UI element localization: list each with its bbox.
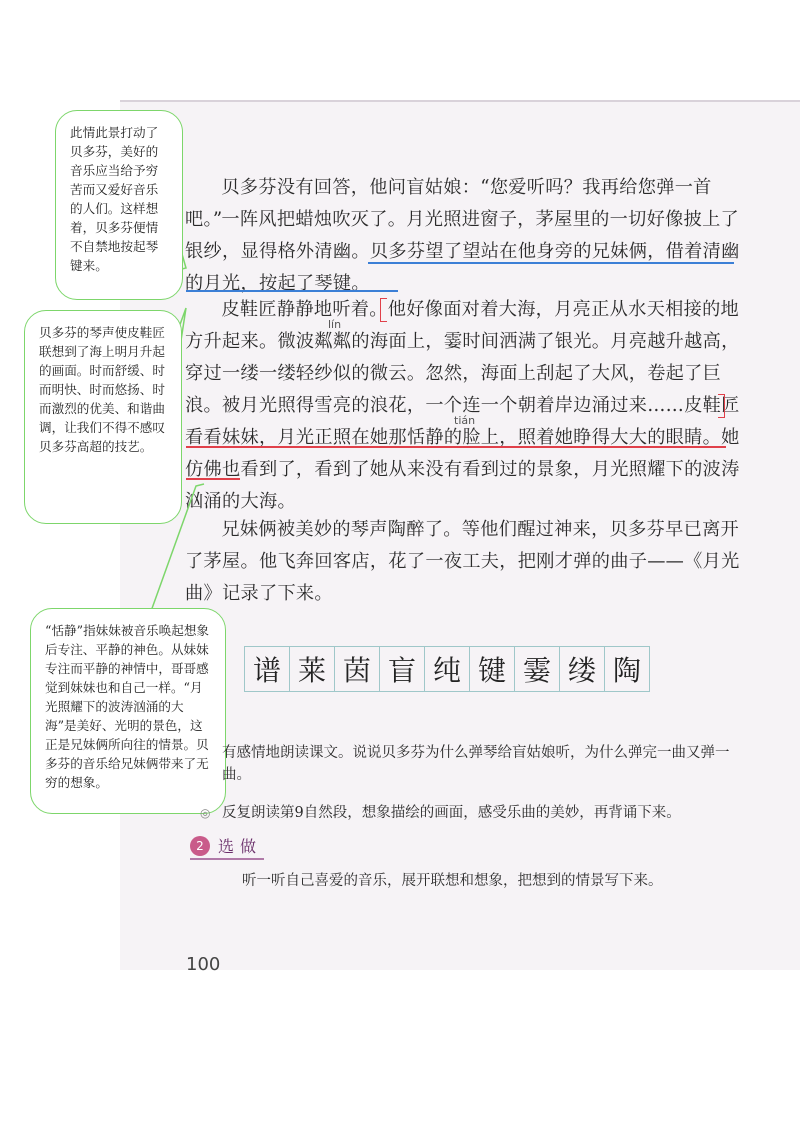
annotation-note-2: 贝多芬的琴声使皮鞋匠联想到了海上明月升起的画面。时而舒缓、时而明快、时而悠扬、时而激烈的优美、和谐曲调，让我们不得不感叹贝多芬高超的技艺。 bbox=[24, 310, 182, 524]
pinyin-tian: tián bbox=[454, 414, 476, 427]
optional-number-icon: 2 bbox=[190, 836, 210, 856]
vocab-char: 茵 bbox=[335, 647, 380, 691]
vocab-char: 盲 bbox=[380, 647, 425, 691]
optional-section-header bbox=[190, 834, 262, 857]
exercise-2-marker-icon: ◎ bbox=[200, 806, 211, 820]
annotation-note-1: 此情此景打动了贝多芬，美好的音乐应当给予穷苦而又爱好音乐的人们。这样想着，贝多芬便情不自禁地按起琴键来。 bbox=[55, 110, 183, 300]
vocab-char: 缕 bbox=[560, 647, 605, 691]
annotation-note-3: “恬静”指妹妹被音乐唤起想象后专注、平静的神色。从妹妹专注而平静的神情中，哥哥感觉到妹妹也和自己一样。“月光照耀下的波涛汹涌的大海”是美好、光明的景色，这正是兄妹俩所向往的情景。贝多芬的音乐给兄妹俩带来了无穷的想象。 bbox=[30, 608, 226, 814]
vocab-char: 陶 bbox=[612, 654, 641, 687]
exercise-1: 有感情地朗读课文。说说贝多芬为什么弹琴给盲姑娘听，为什么弹完一曲又弹一曲。 bbox=[222, 745, 730, 783]
vocab-char: 谱 bbox=[245, 647, 290, 691]
exercise-2: 反复朗读第9自然段，想象描绘的画面，感受乐曲的美妙，再背诵下来。 bbox=[222, 805, 681, 821]
vocab-char: 霎 bbox=[515, 647, 560, 691]
paragraph-3: 皮鞋匠静静地听着。他好像面对着大海，月亮正从水天相接的地方升起来。微波粼粼的海面上，霎时间洒满了银光。月亮越升越高，穿过一缕一缕轻纱似的微云。忽然，海面上刮起了大风，卷起了巨浪。被月光照得雪亮的浪花，一个连一个朝着岸边涌过来……皮鞋匠看看妹妹，月光正照在她那恬静的脸上，照着她睁得大大的眼睛。她仿佛也看到了，看到了她从来没有看到过的景象，月光照耀下的波涛汹涌的大海。 bbox=[185, 299, 740, 512]
vocabulary-box bbox=[244, 646, 650, 692]
vocab-char: 键 bbox=[470, 647, 515, 691]
pinyin-lin: lín bbox=[328, 318, 342, 331]
page-number: 100 bbox=[186, 954, 221, 975]
optional-text: 听一听自己喜爱的音乐，展开联想和想象，把想到的情景写下来。 bbox=[242, 873, 663, 889]
paragraph-1: 贝多芬没有回答，他问盲姑娘：“您爱听吗？我再给您弹一首吧。” bbox=[185, 177, 712, 230]
optional-label: 选做 bbox=[218, 837, 263, 856]
vocab-char: 莱 bbox=[290, 647, 335, 691]
vocab-char: 纯 bbox=[425, 647, 470, 691]
paragraph-2: 一阵风把蜡烛吹灭了。月光照进窗子，茅屋里的一切好像披上了银纱，显得格外清幽。贝多芬望了望站在他身旁的兄妹俩，借着清幽的月光，按起了琴键。 bbox=[185, 209, 740, 294]
paragraph-4: 兄妹俩被美妙的琴声陶醉了。等他们醒过神来，贝多芬早已离开了茅屋。他飞奔回客店，花了一夜工夫，把刚才弹的曲子——《月光曲》记录了下来。 bbox=[185, 519, 740, 604]
optional-divider bbox=[190, 858, 264, 860]
